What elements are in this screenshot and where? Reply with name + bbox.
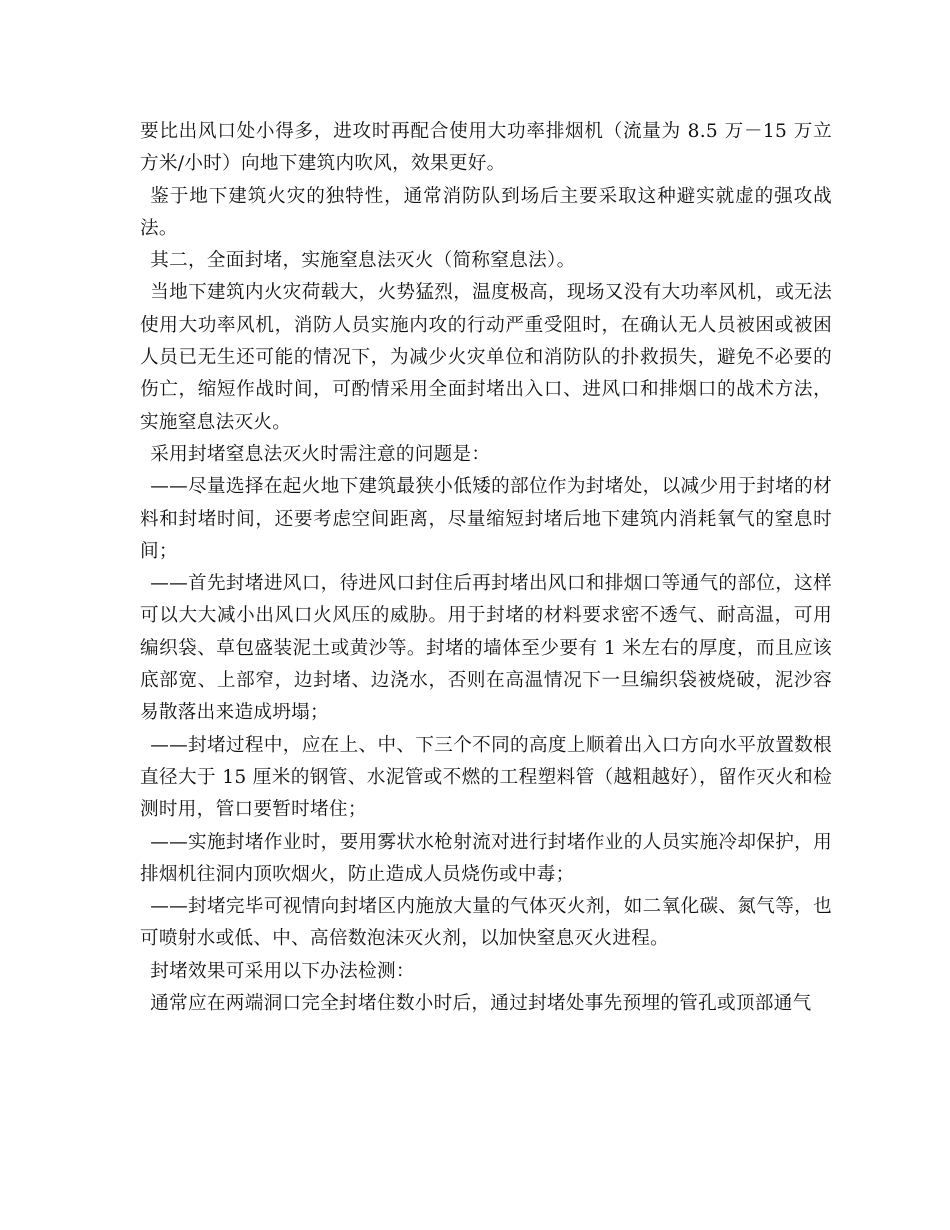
paragraph-4: 当地下建筑内火灾荷载大，火势猛烈，温度极高，现场又没有大功率风机，或无法使用大功率风机，消防人员实施内攻的行动严重受阻时，在确认无人员被困或被困人员已无生还可能的情况下，为减少火灾单位和消防队的扑救损失，避免不必要的伤亡，缩短作战时间，可酌情采用全面封堵出入口、进风口和排烟口的战术方法，实施窒息法灭火。 bbox=[140, 282, 832, 433]
paragraph-1: 要比出风口处小得多，进攻时再配合使用大功率排烟机（流量为 8.5 万－15 万立方米/小时）向地下建筑内吹风，效果更好。 bbox=[140, 121, 832, 175]
paragraph-7: ——首先封堵进风口，待进风口封住后再封堵出风口和排烟口等通气的部位，这样可以大大减小出风口火风压的威胁。用于封堵的材料要求密不透气、耐高温，可用编织袋、草包盛装泥土或黄沙等。封堵的墙体至少要有 1 米左右的厚度，而且应该底部宽、上部窄，边封堵、边浇水，否则在高温情况下一旦编织袋被烧破，泥沙容易散落出来造成坍塌； bbox=[140, 573, 832, 724]
paragraph-2: 鉴于地下建筑火灾的独特性，通常消防队到场后主要采取这种避实就虚的强攻战法。 bbox=[140, 185, 832, 239]
paragraph-6: ——尽量选择在起火地下建筑最狭小低矮的部位作为封堵处，以减少用于封堵的材料和封堵时间，还要考虑空间距离，尽量缩短封堵后地下建筑内消耗氧气的窒息时间； bbox=[140, 476, 832, 562]
paragraph-10: ——封堵完毕可视情向封堵区内施放大量的气体灭火剂，如二氧化碳、氮气等，也可喷射水或低、中、高倍数泡沫灭火剂，以加快窒息灭火进程。 bbox=[140, 896, 832, 950]
paragraph-11: 封堵效果可采用以下办法检测： bbox=[150, 960, 415, 982]
paragraph-9: ——实施封堵作业时，要用雾状水枪射流对进行封堵作业的人员实施冷却保护，用排烟机往洞内顶吹烟火，防止造成人员烧伤或中毒； bbox=[140, 831, 832, 885]
paragraph-3: 其二，全面封堵，实施窒息法灭火（简称窒息法）。 bbox=[150, 250, 576, 272]
paragraph-12: 通常应在两端洞口完全封堵住数小时后，通过封堵处事先预埋的管孔或顶部通气 bbox=[150, 993, 812, 1015]
document-body bbox=[140, 116, 832, 1020]
paragraph-8: ——封堵过程中，应在上、中、下三个不同的高度上顺着出入口方向水平放置数根直径大于 15 厘米的钢管、水泥管或不燃的工程塑料管（越粗越好），留作灭火和检测时用，管口要暂时堵住； bbox=[140, 734, 832, 821]
paragraph-5: 采用封堵窒息法灭火时需注意的问题是： bbox=[150, 443, 491, 465]
